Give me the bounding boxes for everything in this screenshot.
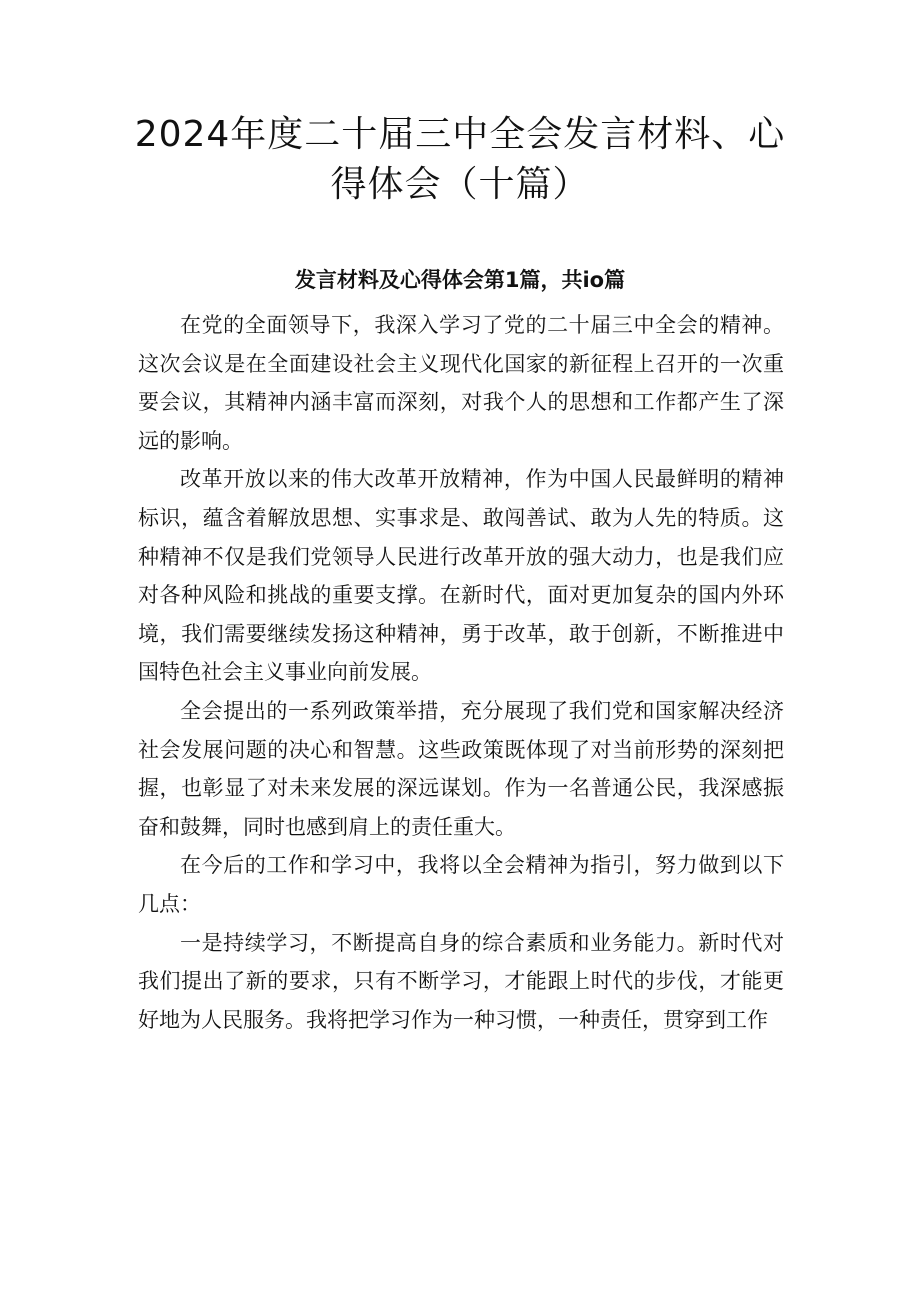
document-body: [138, 306, 784, 1039]
paragraph: 一是持续学习，不断提高自身的综合素质和业务能力。新时代对我们提出了新的要求，只有不断学习，才能跟上时代的步伐，才能更好地为人民服务。我将把学习作为一种习惯，一种责任，贯穿到工作: [138, 930, 784, 1032]
paragraph: 在今后的工作和学习中，我将以全会精神为指引，努力做到以下几点：: [138, 853, 784, 916]
paragraph: 在党的全面领导下，我深入学习了党的二十届三中全会的精神。这次会议是在全面建设社会主义现代化国家的新征程上召开的一次重要会议，其精神内涵丰富而深刻，对我个人的思想和工作都产生了深远的影响。: [138, 313, 784, 453]
paragraph: 改革开放以来的伟大改革开放精神，作为中国人民最鲜明的精神标识，蕴含着解放思想、实事求是、敢闯善试、敢为人先的特质。这种精神不仅是我们党领导人民进行改革开放的强大动力，也是我们应对各种风险和挑战的重要支撑。在新时代，面对更加复杂的国内外环境，我们需要继续发扬这种精神，勇于改革，敢于创新，不断推进中国特色社会主义事业向前发展。: [138, 467, 784, 685]
paragraph: 全会提出的一系列政策举措，充分展现了我们党和国家解决经济社会发展问题的决心和智慧。这些政策既体现了对当前形势的深刻把握，也彰显了对未来发展的深远谋划。作为一名普通公民，我深感振奋和鼓舞，同时也感到肩上的责任重大。: [138, 698, 784, 839]
section-heading: 发言材料及心得体会第1篇，共io篇: [294, 268, 626, 292]
document-title: 2024年度二十届三中全会发言材料、心得体会（十篇）: [134, 114, 786, 205]
